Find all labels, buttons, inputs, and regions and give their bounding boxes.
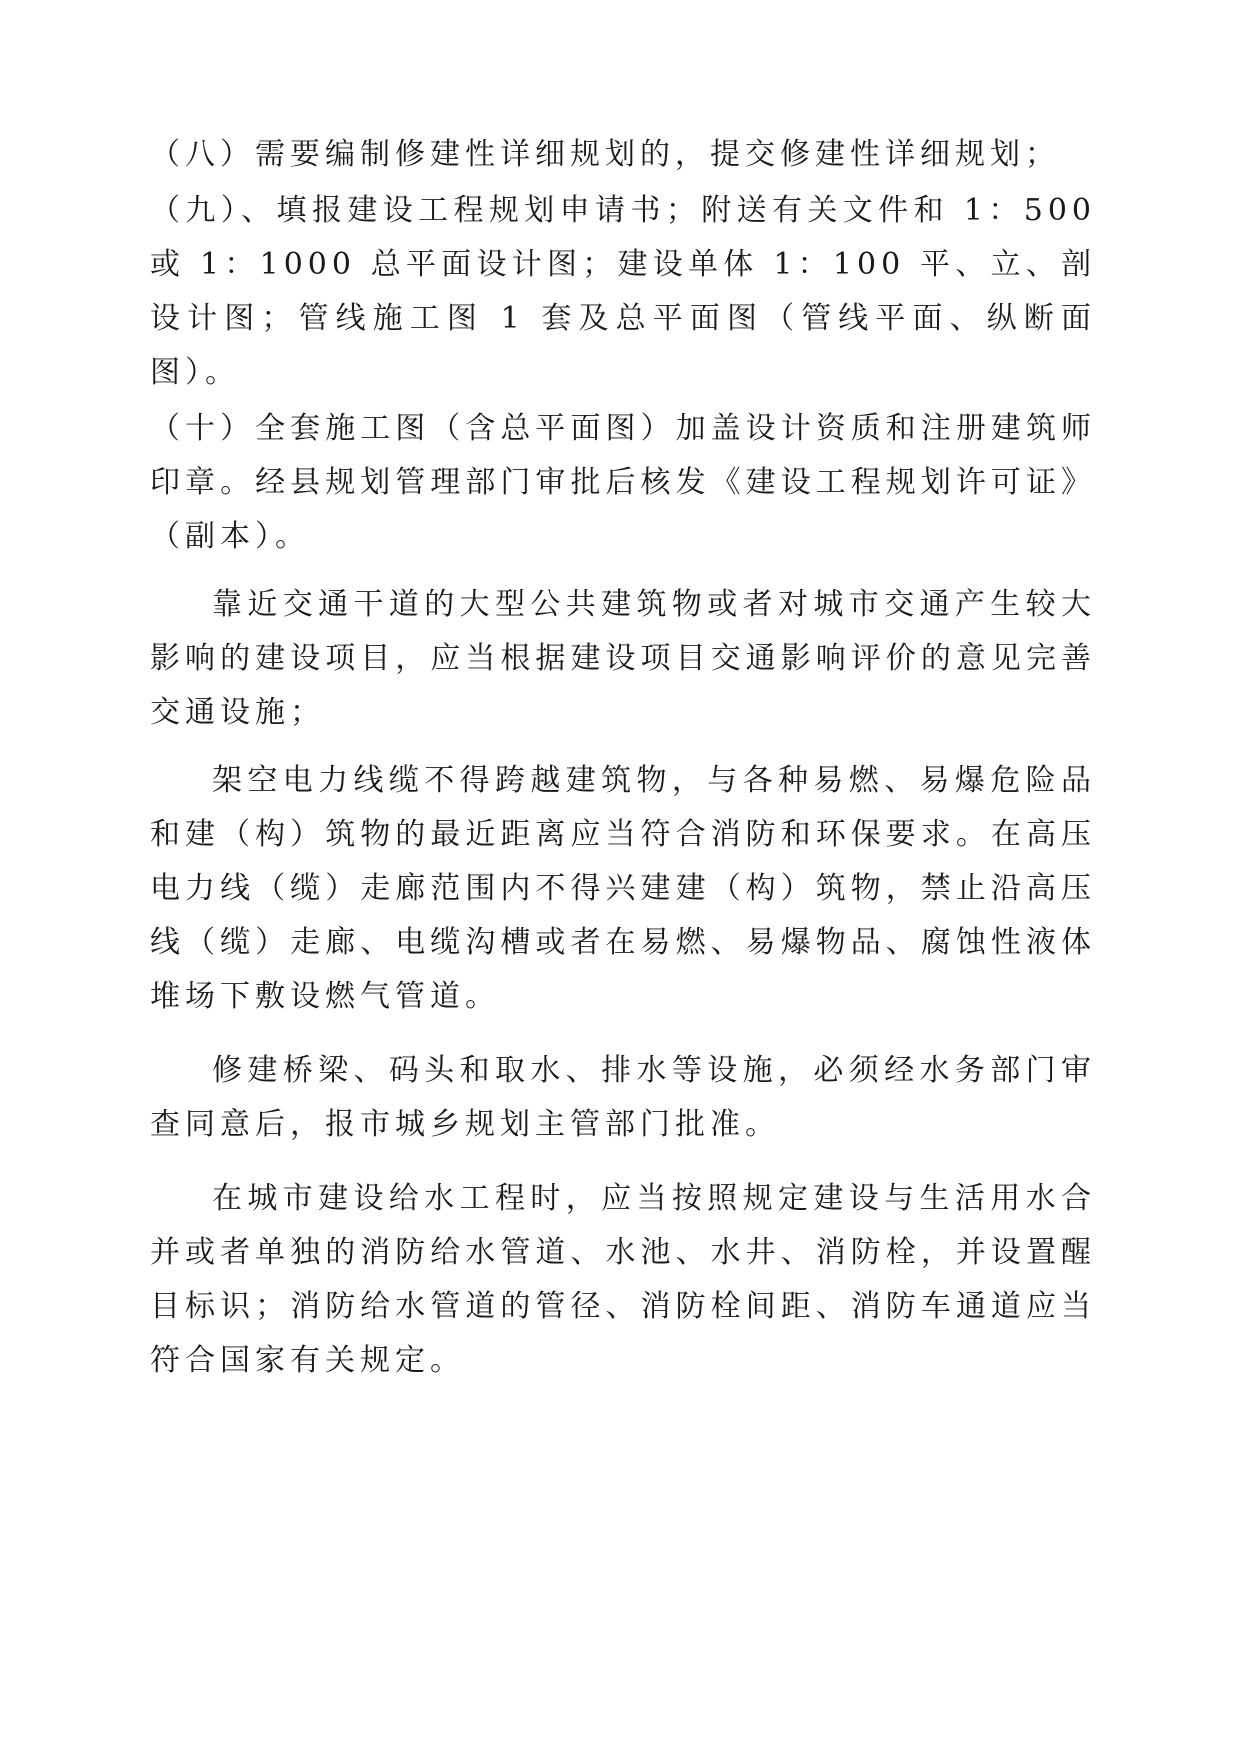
paragraph-power-lines: 架空电力线缆不得跨越建筑物，与各种易燃、易爆危险品和建（构）筑物的最近距离应当符合消防和环保要求。在高压电力线（缆）走廊范围内不得兴建建（构）筑物，禁止沿高压线（缆）走廊、电缆沟槽或者在易燃、易爆物品、腐蚀性液体堆场下敷设燃气管道。 [150,763,1096,1014]
paragraph-bridges-docks: 修建桥梁、码头和取水、排水等设施，必须经水务部门审查同意后，报市城乡规划主管部门批准。 [150,1053,1096,1142]
paragraph-item-8: （八）需要编制修建性详细规划的，提交修建性详细规划； [150,137,1060,172]
paragraph-item-9: （九）、填报建设工程规划申请书；附送有关文件和 1：500 或 1：1000 总平面设计图；建设单体 1：100 平、立、剖设计图；管线施工图 1 套及总平面图（管线平面、纵断面图）。 [150,193,1096,390]
paragraph-traffic-facilities: 靠近交通干道的大型公共建筑物或者对城市交通产生较大影响的建设项目，应当根据建设项目交通影响评价的意见完善交通设施； [150,587,1096,730]
paragraph-fire-water-supply: 在城市建设给水工程时，应当按照规定建设与生活用水合并或者单独的消防给水管道、水池、水井、消防栓，并设置醒目标识；消防给水管道的管径、消防栓间距、消防车通道应当符合国家有关规定。 [150,1181,1096,1378]
paragraph-item-10: （十）全套施工图（含总平面图）加盖设计资质和注册建筑师印章。经县规划管理部门审批后核发《建设工程规划许可证》（副本）。 [150,411,1096,554]
document-page [150,128,1096,1388]
